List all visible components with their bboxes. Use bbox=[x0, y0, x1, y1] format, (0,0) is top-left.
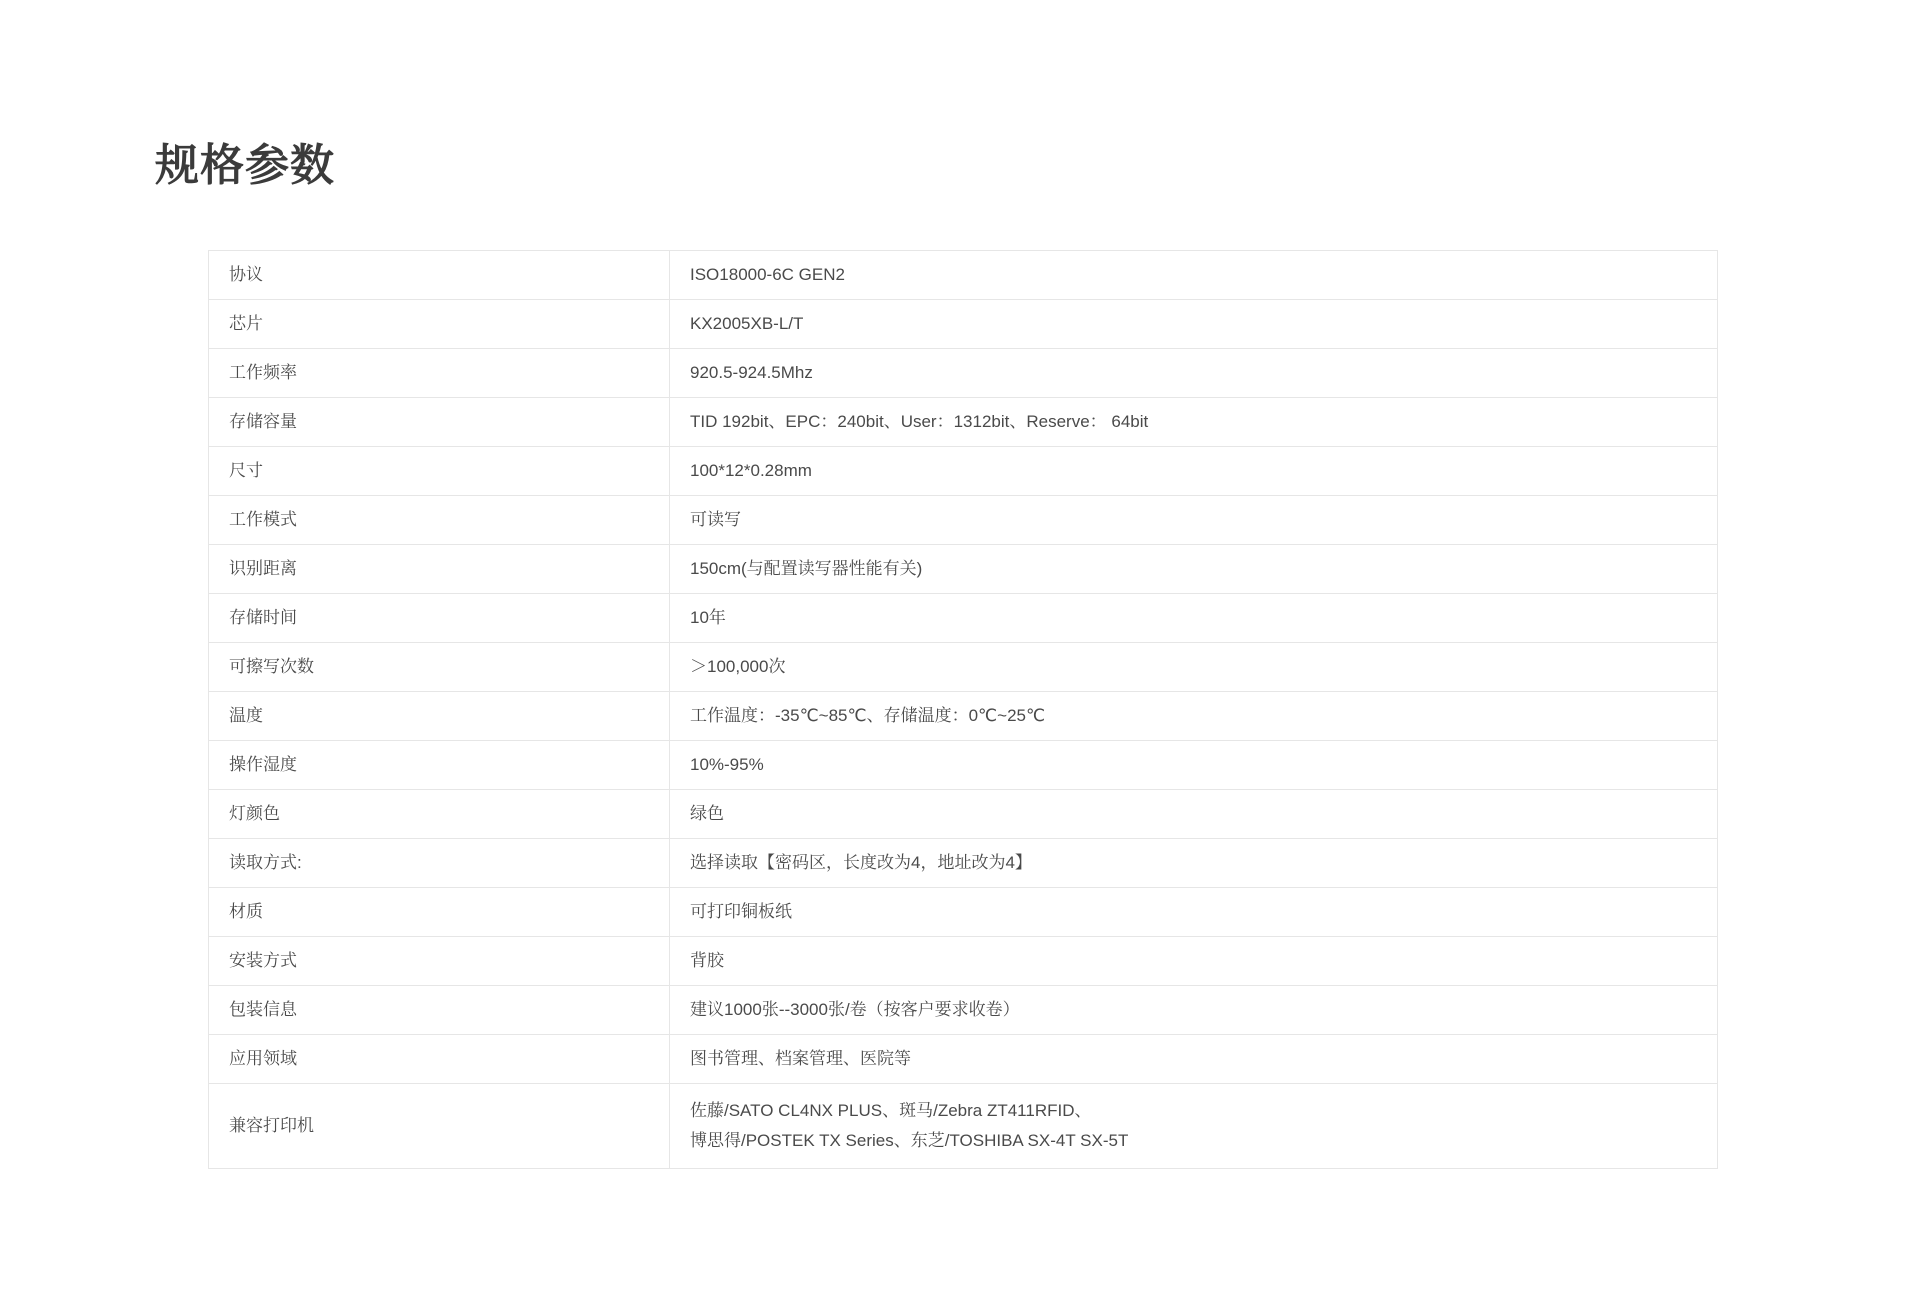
spec-label: 安装方式 bbox=[209, 937, 670, 986]
spec-value bbox=[670, 1084, 1718, 1169]
spec-label: 包装信息 bbox=[209, 986, 670, 1035]
spec-value: 可读写 bbox=[670, 496, 1718, 545]
table-row bbox=[209, 937, 1718, 986]
spec-table-body bbox=[209, 251, 1718, 1169]
spec-label: 芯片 bbox=[209, 300, 670, 349]
table-row bbox=[209, 300, 1718, 349]
page-title: 规格参数 bbox=[155, 141, 335, 190]
table-row bbox=[209, 447, 1718, 496]
table-row bbox=[209, 643, 1718, 692]
spec-value: 背胶 bbox=[670, 937, 1718, 986]
spec-value: 100*12*0.28mm bbox=[670, 447, 1718, 496]
table-row bbox=[209, 496, 1718, 545]
table-row bbox=[209, 1084, 1718, 1169]
table-row bbox=[209, 692, 1718, 741]
table-row bbox=[209, 251, 1718, 300]
spec-label: 兼容打印机 bbox=[209, 1084, 670, 1169]
spec-label: 协议 bbox=[209, 251, 670, 300]
table-row bbox=[209, 839, 1718, 888]
spec-value: 可打印铜板纸 bbox=[670, 888, 1718, 937]
spec-label: 操作湿度 bbox=[209, 741, 670, 790]
table-row bbox=[209, 888, 1718, 937]
spec-value: 建议1000张--3000张/卷（按客户要求收卷） bbox=[670, 986, 1718, 1035]
spec-value: 10年 bbox=[670, 594, 1718, 643]
spec-value: 图书管理、档案管理、医院等 bbox=[670, 1035, 1718, 1084]
spec-label: 材质 bbox=[209, 888, 670, 937]
spec-value: ＞100,000次 bbox=[670, 643, 1718, 692]
spec-value: 10%-95% bbox=[670, 741, 1718, 790]
table-row bbox=[209, 398, 1718, 447]
spec-label: 灯颜色 bbox=[209, 790, 670, 839]
table-row bbox=[209, 1035, 1718, 1084]
table-row bbox=[209, 986, 1718, 1035]
table-row bbox=[209, 545, 1718, 594]
spec-label: 温度 bbox=[209, 692, 670, 741]
table-row bbox=[209, 349, 1718, 398]
table-row bbox=[209, 594, 1718, 643]
spec-value: TID 192bit、EPC：240bit、User：1312bit、Reserve： 64bit bbox=[670, 398, 1718, 447]
spec-label: 可擦写次数 bbox=[209, 643, 670, 692]
spec-value: 选择读取【密码区，长度改为4，地址改为4】 bbox=[670, 839, 1718, 888]
spec-label: 应用领域 bbox=[209, 1035, 670, 1084]
spec-value-line: 佐藤/SATO CL4NX PLUS、斑马/Zebra ZT411RFID、 bbox=[690, 1101, 1092, 1121]
table-row bbox=[209, 790, 1718, 839]
spec-value: KX2005XB-L/T bbox=[670, 300, 1718, 349]
spec-value: 150cm(与配置读写器性能有关) bbox=[670, 545, 1718, 594]
spec-value: 绿色 bbox=[670, 790, 1718, 839]
spec-value: 工作温度：-35℃~85℃、存储温度：0℃~25℃ bbox=[670, 692, 1718, 741]
spec-label: 工作频率 bbox=[209, 349, 670, 398]
spec-label: 读取方式: bbox=[209, 839, 670, 888]
spec-value: ISO18000-6C GEN2 bbox=[670, 251, 1718, 300]
spec-label: 尺寸 bbox=[209, 447, 670, 496]
table-row bbox=[209, 741, 1718, 790]
spec-label: 存储容量 bbox=[209, 398, 670, 447]
spec-label: 识别距离 bbox=[209, 545, 670, 594]
spec-table bbox=[208, 250, 1718, 1169]
spec-label: 工作模式 bbox=[209, 496, 670, 545]
spec-value: 920.5-924.5Mhz bbox=[670, 349, 1718, 398]
spec-value-line: 博思得/POSTEK TX Series、东芝/TOSHIBA SX-4T SX-5T bbox=[690, 1131, 1129, 1150]
spec-label: 存储时间 bbox=[209, 594, 670, 643]
